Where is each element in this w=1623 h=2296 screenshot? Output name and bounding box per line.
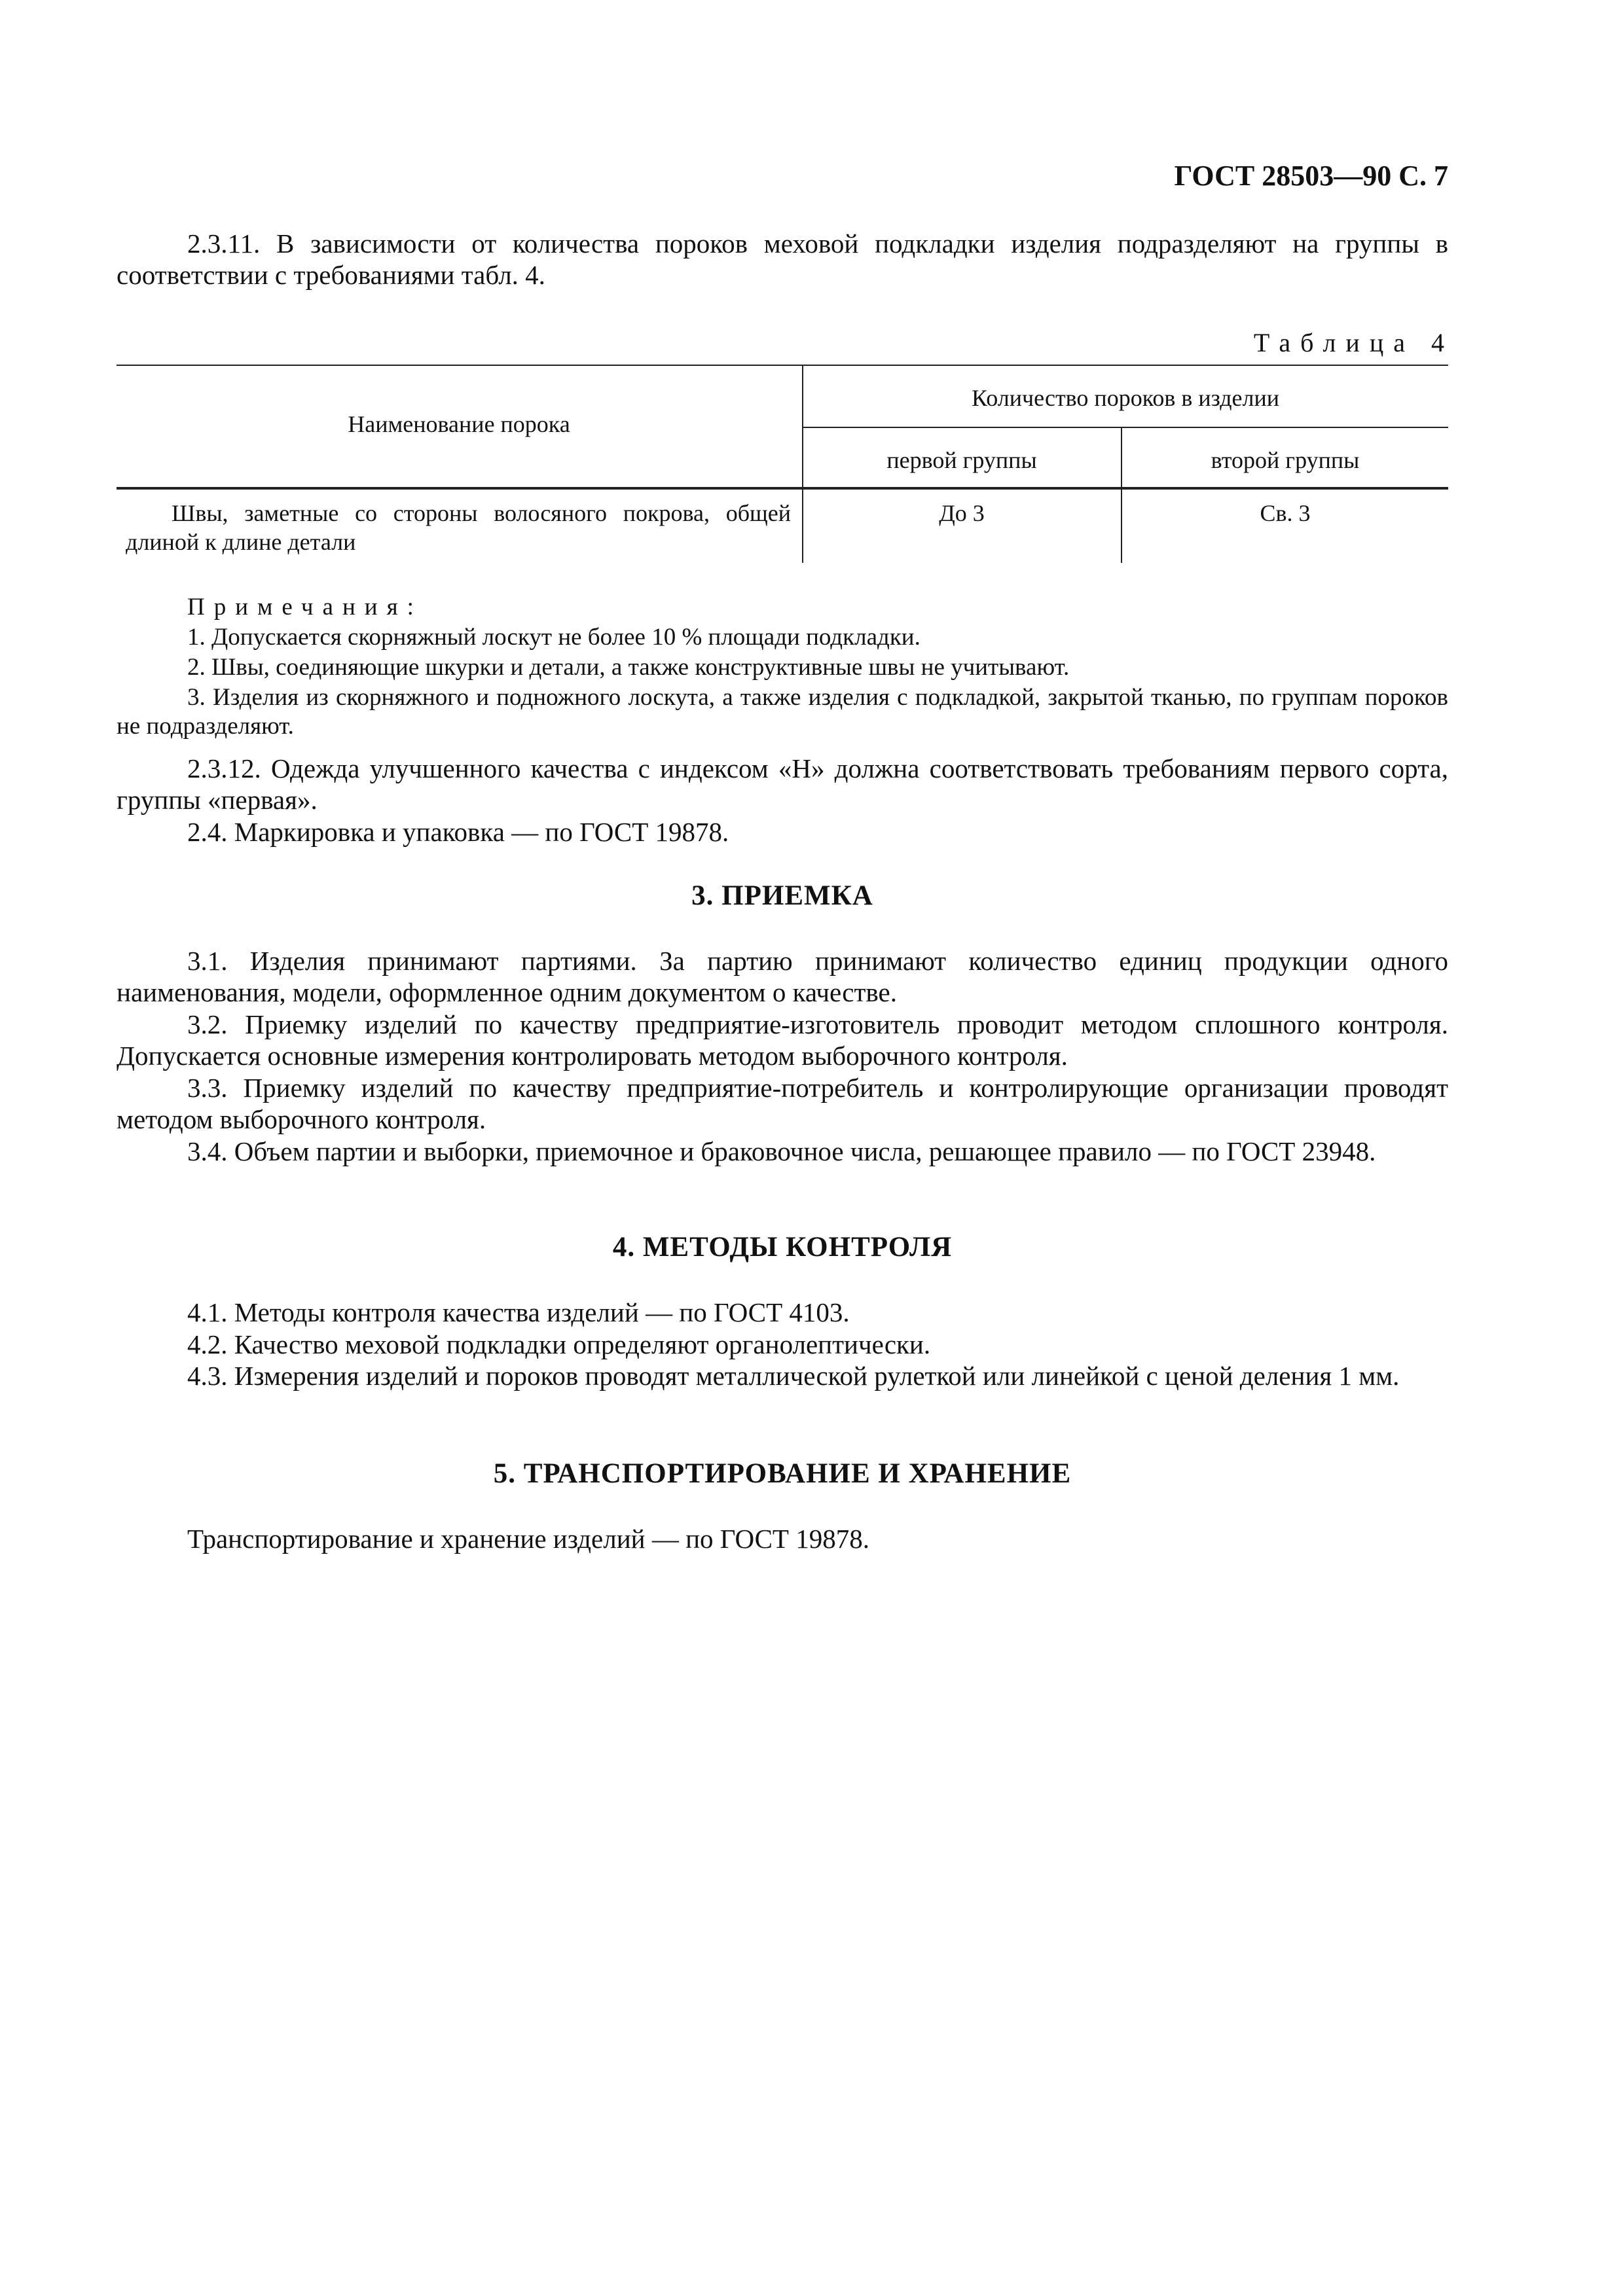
section-5-title: 5. ТРАНСПОРТИРОВАНИЕ И ХРАНЕНИЕ: [493, 1458, 1072, 1489]
paragraph-3-2: 3.2. Приемку изделий по качеству предприятие-изготовитель проводит методом сплошного контроля. Допускается основные измерения контролировать методом выборочного контроля.: [117, 1009, 1448, 1071]
table-top-rule: [117, 365, 1448, 366]
note-item: 2. Швы, соединяющие шкурки и детали, а также конструктивные швы не учитывают.: [187, 654, 1070, 681]
paragraph-2-4: 2.4. Маркировка и упаковка — по ГОСТ 19878.: [187, 817, 729, 847]
table-cell-defect: Швы, заметные со стороны волосяного покрова, общей длиной к длине детали: [126, 500, 791, 555]
paragraph-5-1: Транспортирование и хранение изделий — по ГОСТ 19878.: [187, 1524, 869, 1554]
table-cell-group2: Св. 3: [1260, 500, 1311, 526]
section-4-title: 4. МЕТОДЫ КОНТРОЛЯ: [612, 1232, 953, 1263]
table-caption: Таблица 4: [1253, 328, 1454, 357]
paragraph-3-3: 3.3. Приемку изделий по качеству предприятие-потребитель и контролирующие организации проводят методом выборочного контроля.: [117, 1073, 1448, 1134]
table-header-group1: первой группы: [886, 447, 1037, 473]
section-3-title: 3. ПРИЕМКА: [691, 880, 873, 911]
paragraph-2-3-11: 2.3.11. В зависимости от количества пороков меховой подкладки изделия подразделяют на группы в соответствии с требованиями табл. 4.: [117, 228, 1448, 290]
table-cell-group1: До 3: [939, 500, 985, 526]
note-item: 3. Изделия из скорняжного и подножного лоскута, а также изделия с подкладкой, закрытой тканью, по группам пороков не подразделяют.: [117, 684, 1448, 740]
paragraph-4-2: 4.2. Качество меховой подкладки определяют органолептически.: [187, 1329, 931, 1359]
paragraph-4-1: 4.1. Методы контроля качества изделий — по ГОСТ 4103.: [187, 1297, 850, 1327]
page-header-doc-ref: ГОСТ 28503—90 С. 7: [1174, 160, 1448, 192]
table-header-inner-rule: [803, 427, 1448, 428]
paragraph-2-3-12: 2.3.12. Одежда улучшенного качества с индексом «Н» должна соответствовать требованиям первого сорта, группы «первая».: [117, 753, 1448, 815]
table-header-bottom-rule: [117, 487, 1448, 490]
table-header-count: Количество пороков в изделии: [972, 385, 1279, 411]
paragraph-3-4: 3.4. Объем партии и выборки, приемочное и браковочное числа, решающее правило — по ГОСТ 23948.: [187, 1136, 1376, 1166]
note-item: 1. Допускается скорняжный лоскут не более 10 % площади подкладки.: [187, 624, 921, 651]
notes-title: Примечания:: [187, 594, 423, 620]
table-header-defect: Наименование порока: [348, 411, 570, 437]
paragraph-3-1: 3.1. Изделия принимают партиями. За партию принимают количество единиц продукции одного наименования, модели, оформленное одним документом о качестве.: [117, 946, 1448, 1007]
table-header-group2: второй группы: [1211, 447, 1360, 473]
paragraph-4-3: 4.3. Измерения изделий и пороков проводят металлической рулеткой или линейкой с ценой деления 1 мм.: [187, 1361, 1400, 1391]
